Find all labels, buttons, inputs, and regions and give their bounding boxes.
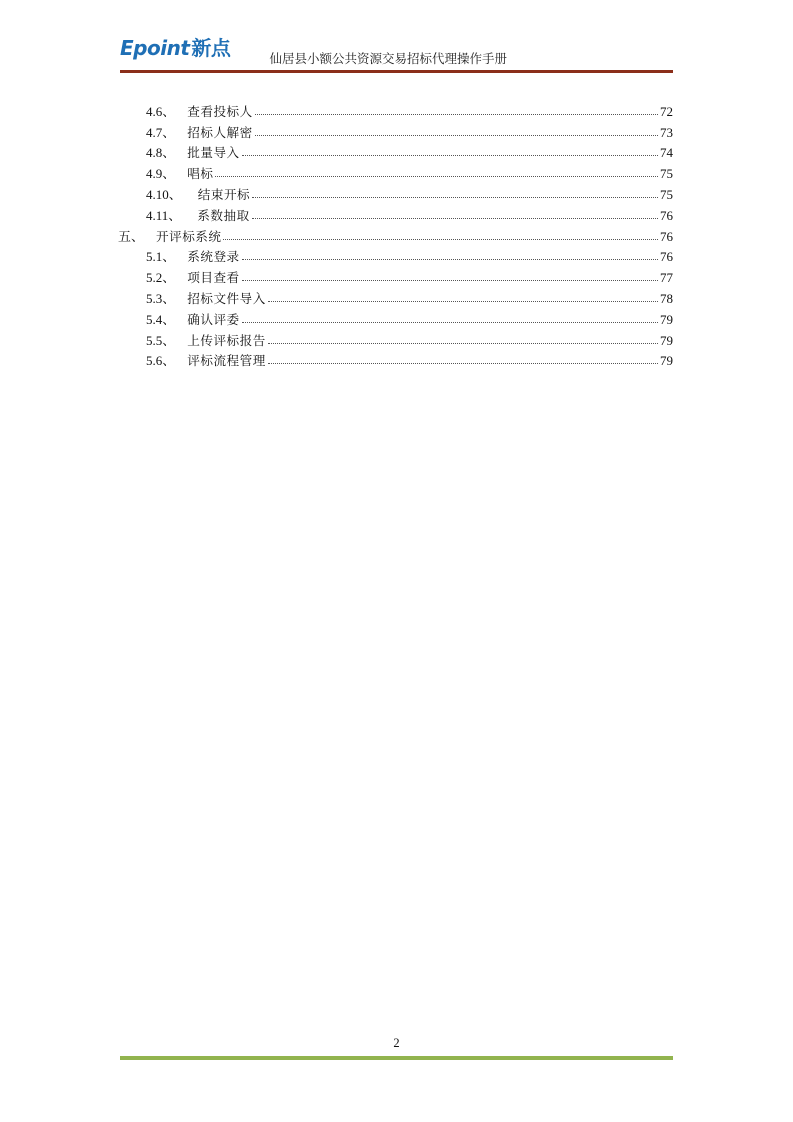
- toc-entry-title: 系统登录: [187, 249, 240, 265]
- toc-entry-page: 76: [660, 249, 673, 265]
- toc-entry-page: 77: [660, 270, 673, 286]
- toc-entry-title: 批量导入: [187, 145, 240, 161]
- toc-entry-title: 评标流程管理: [187, 353, 266, 369]
- toc-entry[interactable]: [118, 202, 673, 223]
- epoint-logo: [120, 36, 230, 60]
- header-divider: [120, 70, 673, 73]
- toc-entry-number: 4.10、: [146, 186, 182, 202]
- toc-entry-title: 项目查看: [187, 270, 240, 286]
- document-title: 仙居县小额公共资源交易招标代理操作手册: [269, 51, 507, 66]
- toc-dot-leader: [268, 342, 658, 344]
- toc-entry-title: 招标文件导入: [187, 290, 266, 306]
- toc-entry-number: 5.4、: [146, 311, 176, 327]
- toc-entry-number: 5.2、: [146, 270, 176, 286]
- toc-entry-title: 结束开标: [197, 186, 251, 202]
- logo-cn: 新点: [191, 36, 231, 60]
- toc-entry-page: 79: [660, 353, 673, 369]
- toc-dot-leader: [242, 321, 658, 323]
- toc-entry[interactable]: [118, 119, 673, 140]
- toc-entry-title: 开评标系统: [156, 228, 222, 244]
- toc-entry[interactable]: [118, 160, 673, 181]
- toc-entry[interactable]: [118, 223, 673, 244]
- toc-dot-leader: [242, 258, 658, 260]
- toc-entry-number: 4.9、: [146, 166, 176, 182]
- toc-entry-page: 79: [660, 332, 673, 348]
- toc-entry-number: 4.8、: [146, 145, 176, 161]
- toc-dot-leader: [223, 238, 658, 240]
- toc-entry-title: 系数抽取: [197, 207, 250, 223]
- toc-entry-title: 查看投标人: [187, 103, 253, 119]
- toc-entry[interactable]: [118, 181, 673, 202]
- toc-entry[interactable]: [118, 348, 673, 369]
- toc-entry[interactable]: [118, 244, 673, 265]
- toc-entry-page: 78: [660, 290, 673, 306]
- toc-dot-leader: [255, 113, 658, 115]
- toc-entry-number: 5.5、: [146, 332, 176, 348]
- toc-entry-page: 76: [660, 228, 673, 244]
- logo-latin: Epoint: [120, 36, 190, 60]
- toc-entry-title: 确认评委: [187, 311, 240, 327]
- toc-dot-leader: [252, 217, 658, 219]
- toc-entry-number: 4.7、: [146, 124, 176, 140]
- toc-entry-title: 上传评标报告: [187, 332, 266, 348]
- page-number: 2: [393, 1036, 400, 1050]
- toc-entry-number: 五、: [118, 228, 145, 244]
- toc-entry-page: 72: [660, 103, 673, 119]
- toc-entry[interactable]: [118, 140, 673, 161]
- toc-entry[interactable]: [118, 327, 673, 348]
- toc-entry-title: 招标人解密: [187, 124, 253, 140]
- toc-entry-title: 唱标: [187, 166, 214, 182]
- toc-dot-leader: [255, 134, 658, 136]
- toc-dot-leader: [268, 300, 658, 302]
- toc-entry-number: 5.3、: [146, 290, 176, 306]
- toc-entry[interactable]: [118, 306, 673, 327]
- toc-entry-page: 74: [660, 145, 673, 161]
- toc-entry-page: 73: [660, 124, 673, 140]
- footer-divider: [120, 1056, 673, 1060]
- toc-entry[interactable]: [118, 285, 673, 306]
- toc-entry-page: 79: [660, 311, 673, 327]
- toc-dot-leader: [242, 154, 658, 156]
- toc-dot-leader: [242, 279, 658, 281]
- toc-entry[interactable]: [118, 98, 673, 119]
- toc-entry-number: 4.11、: [146, 207, 182, 223]
- toc-entry-number: 5.6、: [146, 353, 176, 369]
- toc-entry-number: 4.6、: [146, 103, 176, 119]
- toc-entry-page: 76: [660, 207, 673, 223]
- toc-entry-page: 75: [660, 186, 673, 202]
- toc-dot-leader: [268, 362, 658, 364]
- toc-entry-number: 5.1、: [146, 249, 176, 265]
- toc-dot-leader: [215, 175, 658, 177]
- toc-dot-leader: [252, 196, 658, 198]
- toc-entry[interactable]: [118, 264, 673, 285]
- table-of-contents: [118, 98, 673, 368]
- toc-entry-page: 75: [660, 166, 673, 182]
